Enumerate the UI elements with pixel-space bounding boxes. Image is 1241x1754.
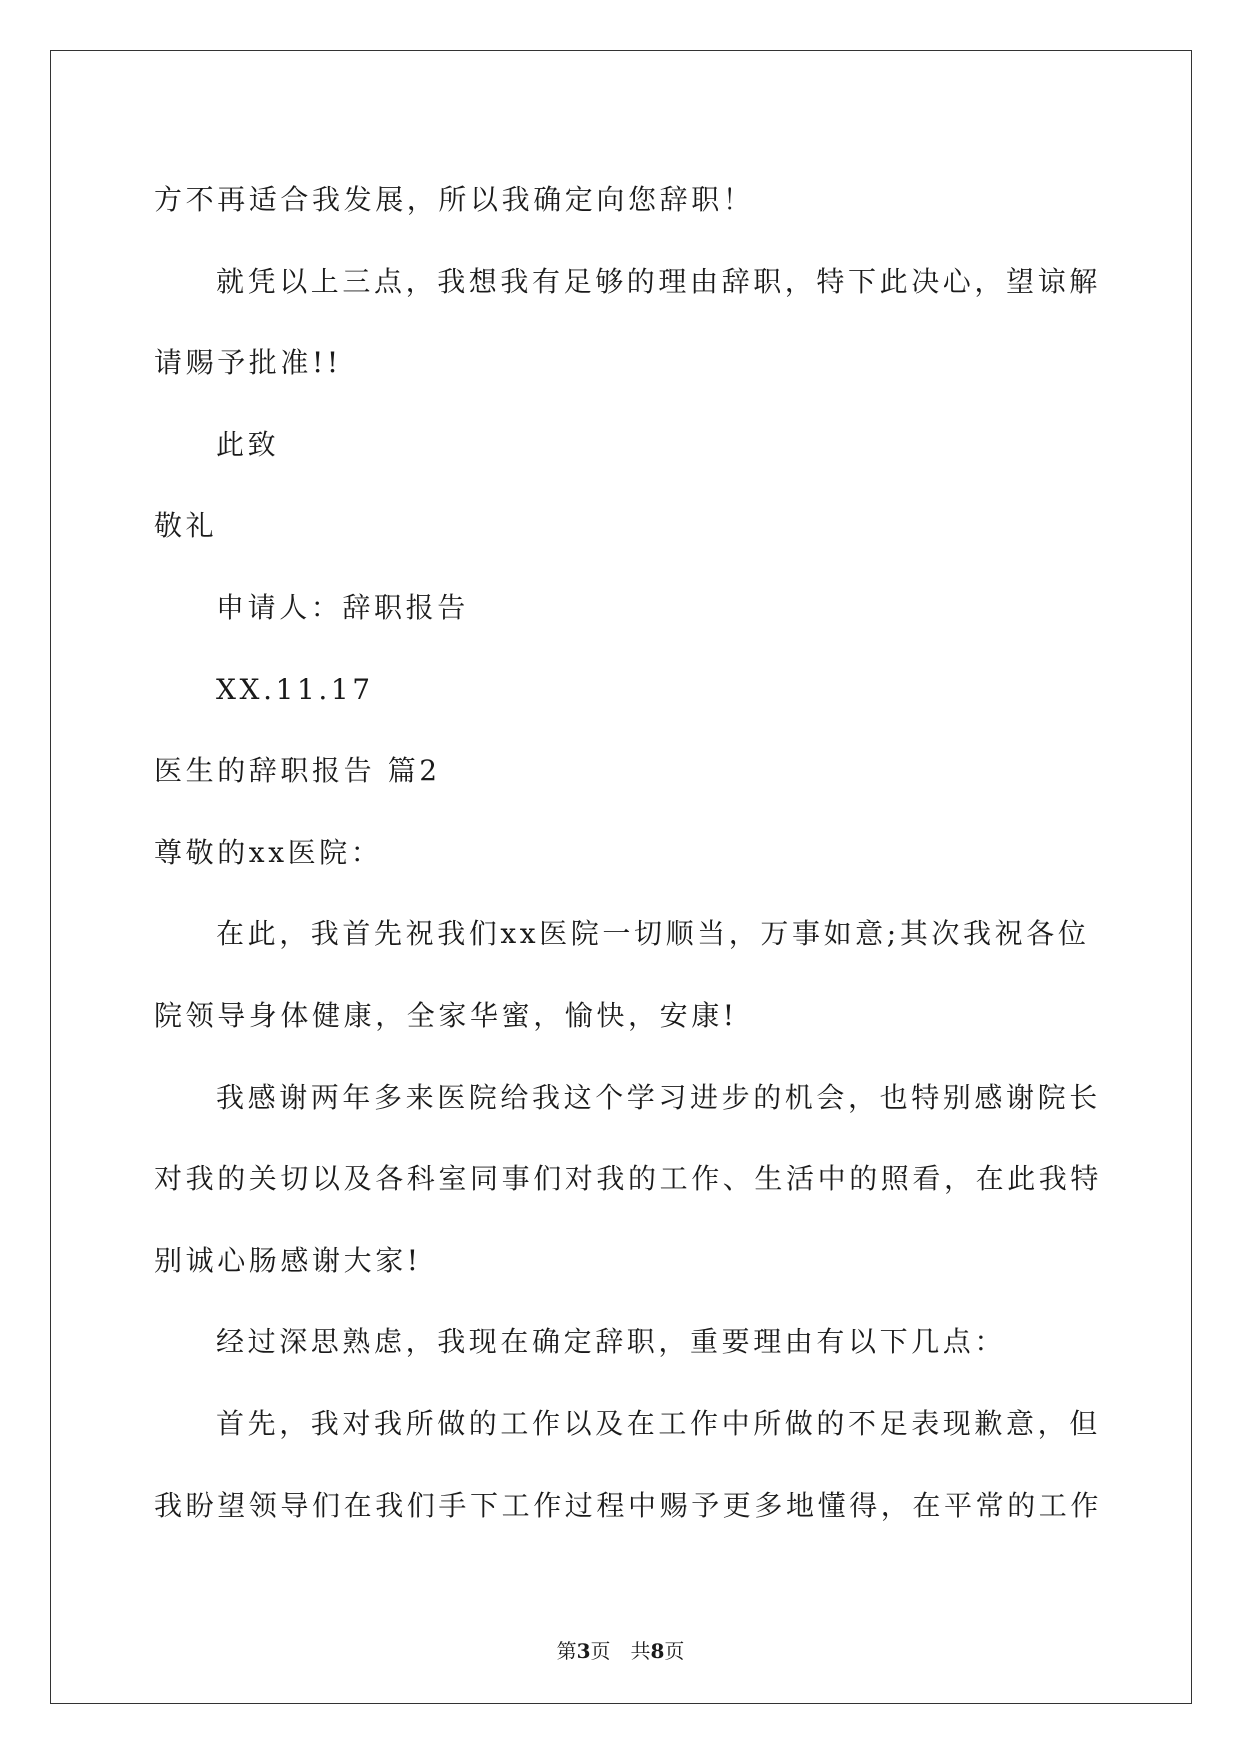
text-line: 院领导身体健康，全家华蜜，愉快，安康! [154, 998, 738, 1032]
current-page-number: 3 [576, 1639, 591, 1663]
text-line: 经过深思熟虑，我现在确定辞职，重要理由有以下几点： [216, 1325, 1007, 1359]
total-prefix: 共 [630, 1639, 651, 1663]
page-suffix: 页 [590, 1639, 611, 1663]
page-prefix: 第 [556, 1639, 577, 1663]
text-line: 首先，我对我所做的工作以及在工作中所做的不足表现歉意，但 [216, 1406, 1101, 1440]
text-line: 方不再适合我发展，所以我确定向您辞职！ [154, 183, 755, 216]
text-line: 就凭以上三点，我想我有足够的理由辞职，特下此决心，望谅解 [216, 264, 1101, 298]
text-line: 对我的关切以及各科室同事们对我的工作、生活中的照看，在此我特 [154, 1162, 1103, 1196]
document-body [154, 159, 1103, 1546]
text-line: XX.11.17 [216, 672, 374, 706]
text-line: 申请人：辞职报告 [216, 590, 469, 624]
text-line: 请赐予批准!! [154, 346, 342, 380]
salutation: 尊敬的xx医院： [154, 835, 383, 869]
text-line: 我感谢两年多来医院给我这个学习进步的机会，也特别感谢院长 [216, 1080, 1101, 1114]
text-line: 敬礼 [154, 509, 218, 543]
text-line: 此致 [216, 427, 280, 461]
total-page-number: 8 [650, 1639, 665, 1663]
text-line: 我盼望领导们在我们手下工作过程中赐予更多地懂得，在平常的工作 [154, 1488, 1103, 1522]
page-footer [0, 1635, 1241, 1664]
total-suffix: 页 [664, 1639, 685, 1663]
section-heading: 医生的辞职报告 篇2 [154, 754, 441, 788]
text-line: 别诚心肠感谢大家! [154, 1243, 422, 1277]
text-line: 在此，我首先祝我们xx医院一切顺当，万事如意;其次我祝各位 [216, 917, 1090, 951]
